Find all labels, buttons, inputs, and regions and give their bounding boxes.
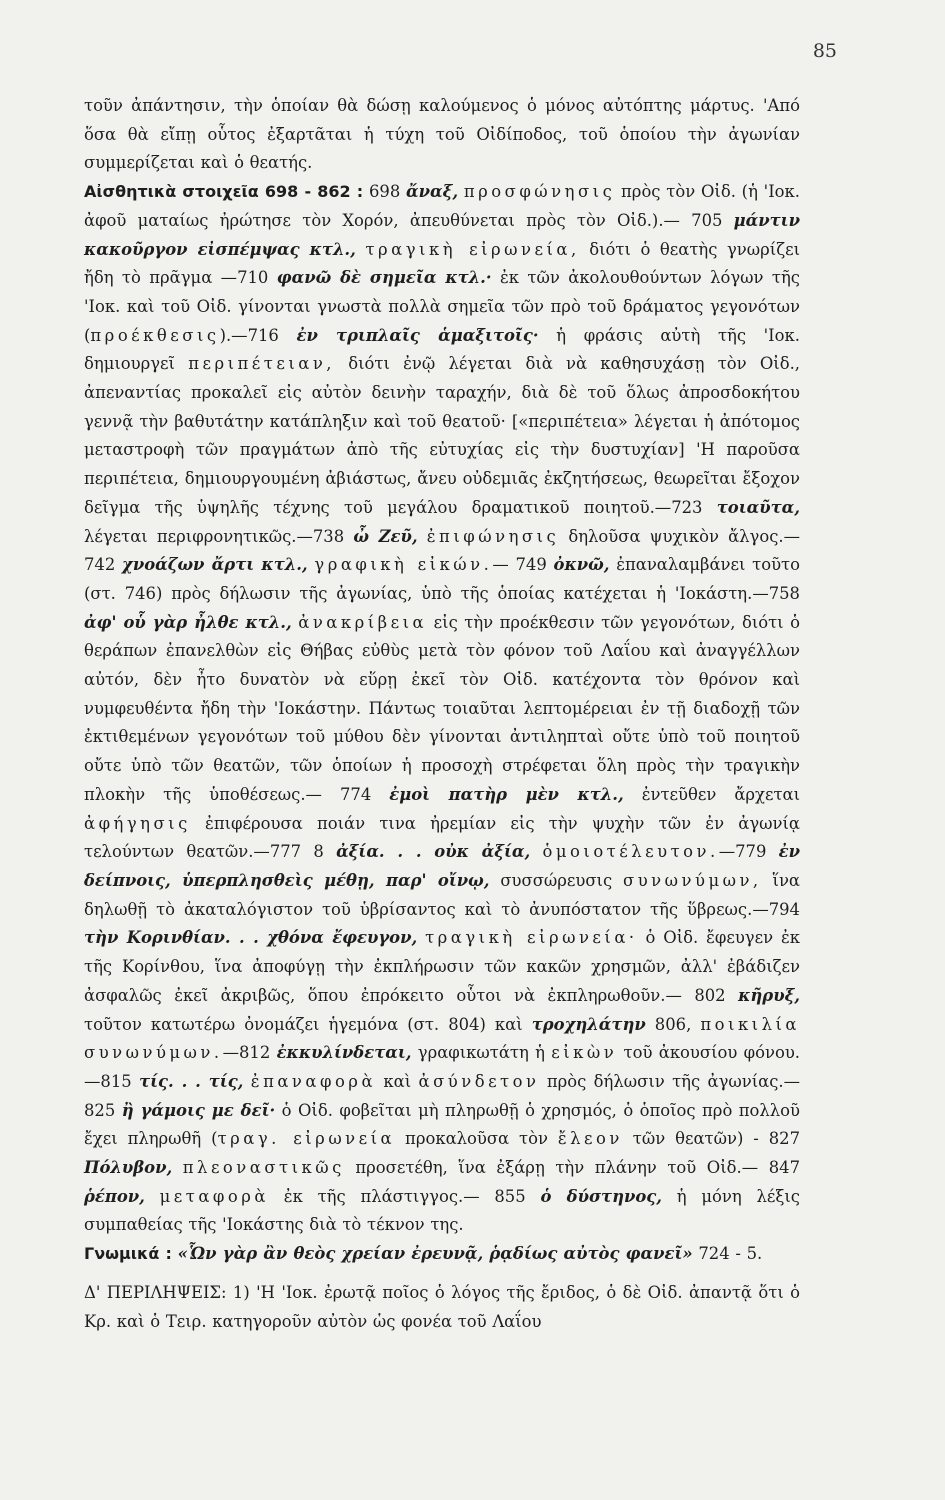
text-segment: «Ὧν γὰρ ἂν θεὸς χρείαν ἐρευνᾷ, ῥᾳδίως αὐτὸς φανεῖ» (177, 1244, 693, 1264)
text-segment: μεταφορὰ (159, 1186, 269, 1206)
text-segment: ὁμοιοτέλευτον. (542, 842, 719, 862)
text-segment: τραγικὴ εἰρωνεία· (425, 928, 638, 948)
text-segment: κῆρυξ, (738, 985, 800, 1005)
text-segment: ἡ μόνη λέξις συμπαθείας τῆς 'Ιοκάστης διὰ τὸ τέκνον της. (84, 1186, 800, 1235)
text-segment: ῥέπον, (84, 1186, 145, 1206)
text-segment: διότι ἐνῷ λέγεται διὰ νὰ καθησυχάσῃ τὸν Οἰδ., ἀπεναντίας προκαλεῖ εἰς αὐτὸν δεινὴν ταραχήν, διὰ δὲ τοῦ ὅλως ἀπροσδοκήτου γεννᾷ τὴν βαθυτάτην κατάπληξιν καὶ τοῦ θεατοῦ· [«περιπέτεια» λέγεται ἡ ἀπότομος μεταστροφὴ τῶν πραγμάτων ἀπὸ τῆς εὐτυχίας εἰς τὴν δυστυχίαν] 'Η παροῦσα περιπέτεια, δημιουργουμένη ἀβιάστως, ἄνευ οὐδεμιᾶς ἐκζητήσεως, θεωρεῖται ἔξοχον δεῖγμα τῆς ὑψηλῆς τέχνης τοῦ μεγάλου δραματικοῦ ποιητοῦ.—723 (84, 354, 800, 517)
text-segment: ἡ φράσις αὐτὴ τῆς 'Ιοκ. δημιουργεῖ (84, 325, 800, 374)
text-segment: Πόλυβον, (84, 1158, 173, 1178)
text-segment: τραγ. εἰρωνεία (217, 1129, 396, 1149)
text-segment: Αἰσθητικὰ στοιχεῖα 698 - 862 : (84, 182, 364, 202)
paragraph-perilipseis (84, 1279, 800, 1336)
text-segment: συσσώρευσις (489, 870, 624, 890)
text-segment: ὁ δύστηνος, (540, 1186, 662, 1206)
text-segment: πρὸς τὸν Οἰδ. (ἡ 'Ιοκ. ἀφοῦ ματαίως ἠρώτησε τὸν Χορόν, ἀπευθύνεται πρὸς τὸν Οἰδ.).— 705 (84, 182, 800, 230)
text-segment: ποικιλία συνωνύμων. (84, 1014, 800, 1063)
text-segment: — 749 (492, 555, 554, 575)
text-segment: ἐπαναλαμβάνει τοῦτο (στ. 746) πρὸς δήλωσιν τῆς ἀγωνίας, ὑπὸ τῆς ὁποίας κατέχεται ἡ 'Ιοκάστη.—758 (84, 555, 800, 603)
text-segment (243, 1072, 250, 1091)
text-segment: προέκθεσις (90, 325, 220, 345)
text-segment: —779 (718, 842, 779, 862)
paragraph-gnomika (84, 1240, 800, 1269)
text-segment: τῶν θεατῶν) - 827 (622, 1129, 801, 1149)
text-segment: ἐν τριπλαῖς ἁμαξιτοῖς· (296, 325, 539, 345)
text-segment: εἰς τὴν προέκθεσιν τῶν γεγονότων, διότι ὁ θεράπων ἐπανελθὼν εἰς Θήβας εὐθὺς μετὰ τὸν φόνον τοῦ Λαΐου καὶ ἀναγγέλλων αὐτόν, δὲν ἦτο δυνατὸν νὰ εὕρῃ ἐκεῖ τὸν Οἰδ. κατέχοντα τὸν θρόνον καὶ νυμφευθέντα ἤδη τὴν 'Ιοκάστην. Πάντως τοιαῦται λεπτομέρειαι ἐν τῇ διαδοχῇ τῶν ἐκτιθεμένων γεγονότων τοῦ μύθου δὲν γίνονται ἀντιληπταὶ οὔτε ὑπὸ τοῦ ποιητοῦ οὔτε ὑπὸ τῶν θεατῶν, τῶν ὁποίων ἡ προσοχὴ στρέφεται ὅλη πρὸς τὴν τραγικὴν πλοκὴν τῆς ὑποθέσεως.— 774 (84, 612, 801, 804)
text-segment: προσετέθη, ἵνα ἐξάρῃ τὴν πλάνην τοῦ Οἰδ.— 847 (344, 1158, 801, 1178)
text-segment: ὁ Οἰδ. ἔφευγεν ἐκ τῆς Κορίνθου, ἵνα ἀποφύγῃ τὴν ἐκπλήρωσιν τῶν κακῶν χρησμῶν, ἀλλ' ἐβάδιζεν ἀσφαλῶς ἐκεῖ ἀκριβῶς, ὅπου ἐπρόκειτο οὗτοι νὰ ἐκπληρωθοῦν.— 802 (84, 928, 800, 1005)
text-segment (417, 928, 425, 947)
text-segment: ἀφήγησις (84, 813, 191, 833)
text-segment: 1) 'Η 'Ιοκ. ἐρωτᾷ ποῖος ὁ λόγος τῆς ἔριδος, ὁ δὲ Οἰδ. ἀπαντᾷ ὅτι ὁ Κρ. καὶ ὁ Τειρ. κατηγοροῦν αὐτὸν ὡς φονέα τοῦ Λαΐου (84, 1282, 800, 1331)
text-segment: τοιαῦτα, (716, 497, 800, 517)
text-segment: ἢ γάμοις με δεῖ· (121, 1100, 276, 1120)
text-segment: ἐπαναφορὰ (250, 1071, 377, 1091)
body-text (84, 92, 800, 1336)
text-segment: 698 (363, 182, 407, 202)
text-segment: ἔλεον (557, 1129, 623, 1149)
text-segment: ἀξία. . . οὐκ ἀξία, (336, 842, 531, 862)
text-segment (145, 1187, 160, 1206)
text-segment: ἐντεῦθεν ἄρχεται (623, 784, 801, 804)
text-segment: ἐκ τῆς πλάστιγγος.— 855 (269, 1186, 541, 1206)
text-segment: διότι ὁ θεατὴς γνωρίζει ἤδη τὸ πρᾶγμα —710 (84, 239, 800, 288)
text-segment (172, 1158, 183, 1177)
text-segment (356, 240, 366, 259)
text-segment (418, 527, 427, 546)
text-segment: 724 - 5. (692, 1244, 763, 1264)
text-segment: χνοάζων ἄρτι κτλ., (122, 555, 308, 575)
text-segment: περιπέτειαν, (188, 354, 336, 374)
text-segment: ἐμοὶ πατὴρ μὲν κτλ., (389, 784, 624, 804)
paragraph-intro (84, 92, 800, 178)
text-segment: τὴν Κορινθίαν. . . χθόνα ἔφευγον, (84, 928, 418, 948)
text-segment: ὀκνῶ, (553, 555, 610, 575)
text-segment: τοῦ ἀκουσίου φόνου.—815 (84, 1043, 800, 1091)
paragraph-aisthetika (84, 178, 800, 1240)
text-segment: λέγεται περιφρονητικῶς.—738 (84, 526, 354, 546)
page-number: 85 (812, 40, 837, 62)
text-segment: ἐπιφώνησις (426, 526, 560, 546)
text-segment: —812 (222, 1043, 277, 1063)
text-segment: τίς. . . τίς, (139, 1071, 244, 1091)
text-segment: συνωνύμων, (623, 870, 762, 890)
text-segment: ἀνακρίβεια (298, 612, 428, 632)
text-segment: ἵνα δηλωθῇ τὸ ἀκαταλόγιστον τοῦ ὑβρίσαντος καὶ τὸ ἀνυπόστατον τῆς ὕβρεως.—794 (84, 870, 800, 919)
text-segment: τοῦν ἀπάντησιν, τὴν ὁποίαν θὰ δώσῃ καλούμενος ὁ μόνος αὐτόπτης μάρτυς. 'Από ὅσα θὰ εἴπῃ οὗτος ἐξαρτᾶται ἡ τύχη τοῦ Οἰδίποδος, τοῦ ὁποίου τὴν ἀγωνίαν συμμερίζεται καὶ ὁ θεατής. (84, 96, 800, 173)
text-segment: τραγικὴ εἰρωνεία, (365, 239, 580, 259)
text-segment: τοῦτον κατωτέρω ὀνομάζει ἡγεμόνα (στ. 804) καὶ (84, 1014, 532, 1034)
text-segment: Δ' ΠΕΡΙΛΗΨΕΙΣ: (84, 1282, 227, 1302)
text-segment: ἐκκυλίνδεται, (276, 1043, 412, 1063)
text-segment: ἄναξ, (406, 182, 459, 202)
text-segment: ὁ Οἰδ. φοβεῖται μὴ πληρωθῇ ὁ χρησμός, ὁ ὁποῖος πρὸ πολλοῦ ἔχει πληρωθῆ ( (84, 1100, 801, 1149)
text-segment: γραφικὴ εἰκών. (314, 555, 493, 575)
text-segment: μάντιν κακοῦργον εἰσπέμψας κτλ., (84, 210, 800, 259)
text-segment: πρὸς δήλωσιν τῆς ἀγωνίας.—825 (84, 1071, 800, 1120)
text-segment: ἐκ τῶν ἀκολουθούντων λόγων τῆς 'Ιοκ. καὶ τοῦ Οἰδ. γίνονται γνωστὰ πολλὰ σημεῖα τῶν πρὸ τοῦ δράματος γεγονότων ( (84, 268, 800, 345)
text-segment: προκαλοῦσα τὸν (395, 1129, 558, 1149)
text-segment: τροχηλάτην (531, 1014, 646, 1034)
text-segment: γραφικωτάτη ἡ (411, 1043, 552, 1063)
text-segment: καὶ (376, 1071, 419, 1091)
text-segment: Γνωμικά : (84, 1244, 172, 1264)
text-segment: ἐν δείπνοις, ὑπερπλησθεὶς μέθῃ, παρ' οἴνῳ, (84, 842, 800, 890)
text-segment (530, 842, 542, 861)
text-segment: φανῶ δὲ σημεῖα κτλ.· (276, 268, 492, 288)
text-segment: πλεοναστικῶς (182, 1158, 345, 1178)
text-segment: δηλοῦσα ψυχικὸν ἄλγος.—742 (84, 526, 800, 575)
text-segment: 806, (645, 1014, 701, 1034)
text-segment: ἀσύνδετον (418, 1071, 540, 1091)
text-segment: ).—716 (219, 325, 297, 345)
text-segment: εἰκὼν (551, 1043, 618, 1063)
text-segment: ἐπιφέρουσα ποιάν τινα ἠρεμίαν εἰς τὴν ψυχὴν τῶν ἐν ἀγωνίᾳ τελούντων θεατῶν.—777 8 (84, 813, 800, 862)
text-segment: ἀφ' οὗ γὰρ ἦλθε κτλ., (84, 612, 292, 632)
text-segment: προσφώνησις (463, 182, 616, 202)
text-segment: ὦ Ζεῦ, (353, 526, 418, 546)
